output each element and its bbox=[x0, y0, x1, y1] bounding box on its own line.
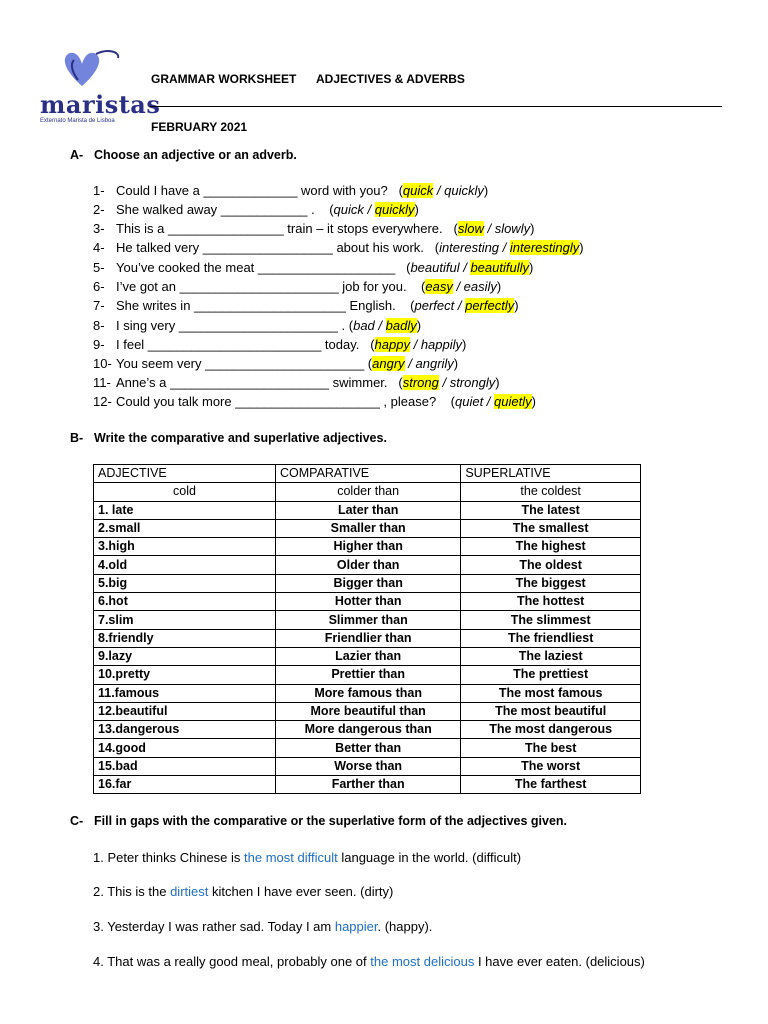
sentence-end: . (happy). bbox=[377, 919, 433, 934]
cell-adjective: 12.beautiful bbox=[94, 702, 276, 720]
item-number: 8- bbox=[93, 318, 105, 333]
cell-superlative: The most famous bbox=[461, 684, 641, 702]
option-separator: / bbox=[499, 240, 510, 255]
cell-adjective: 16.far bbox=[94, 776, 276, 794]
option-adverb: angrily bbox=[415, 356, 454, 371]
cell-adjective: 8.friendly bbox=[94, 629, 276, 647]
cell-adjective: 3.high bbox=[94, 538, 276, 556]
option-adverb: easily bbox=[463, 279, 497, 294]
exercise-a-item bbox=[93, 375, 500, 390]
cell-adjective: 1. late bbox=[94, 501, 276, 519]
table-row bbox=[94, 519, 641, 537]
item-close-paren: ) bbox=[496, 279, 502, 294]
sentence-end: kitchen I have ever seen. (dirty) bbox=[208, 884, 394, 899]
answer-text: happier bbox=[334, 919, 378, 934]
table-row bbox=[94, 666, 641, 684]
option-separator: / bbox=[452, 279, 464, 294]
table-row bbox=[94, 702, 641, 720]
adjective-table bbox=[93, 464, 641, 794]
section-c-instruction: Fill in gaps with the comparative or the superlative form of the adjectives given. bbox=[94, 814, 568, 828]
school-logo bbox=[34, 46, 161, 130]
cell-comparative: Older than bbox=[276, 556, 461, 574]
item-close-paren: ) bbox=[495, 375, 500, 390]
item-sentence: I sing very ______________________ . ( bbox=[116, 318, 354, 333]
sentence-end: I have ever eaten. (delicious) bbox=[474, 954, 645, 969]
table-row bbox=[94, 647, 641, 665]
exercise-c-item bbox=[93, 919, 432, 934]
section-b-instruction: Write the comparative and superlative adjectives. bbox=[94, 431, 387, 445]
option-separator: / bbox=[454, 298, 466, 313]
option-adverb: slowly bbox=[494, 221, 531, 236]
option-separator: / bbox=[483, 394, 495, 409]
cell-superlative: The highest bbox=[461, 538, 641, 556]
cell-comparative: Worse than bbox=[276, 757, 461, 775]
option-adverb: strongly bbox=[449, 375, 496, 390]
table-row bbox=[94, 501, 641, 519]
sentence-start: 1. Peter thinks Chinese is bbox=[93, 850, 245, 865]
item-sentence: Could you talk more ____________________ , please? ( bbox=[116, 394, 455, 409]
example-comparative: colder than bbox=[276, 483, 461, 501]
item-sentence: She writes in _____________________ English. ( bbox=[116, 298, 415, 313]
item-sentence: He talked very __________________ about his work. ( bbox=[116, 240, 440, 255]
option-separator: / bbox=[409, 337, 421, 352]
cell-comparative: Bigger than bbox=[276, 574, 461, 592]
table-row bbox=[94, 721, 641, 739]
cell-superlative: The oldest bbox=[461, 556, 641, 574]
option-adjective: perfect bbox=[414, 298, 455, 313]
cell-adjective: 13.dangerous bbox=[94, 721, 276, 739]
cell-adjective: 5.big bbox=[94, 574, 276, 592]
item-number: 1- bbox=[93, 183, 105, 198]
cell-comparative: Friendlier than bbox=[276, 629, 461, 647]
item-number: 5- bbox=[93, 260, 105, 275]
sentence-start: 2. This is the bbox=[93, 884, 171, 899]
item-close-paren: ) bbox=[531, 394, 536, 409]
item-sentence: I’ve got an ______________________ job for you. ( bbox=[116, 279, 426, 294]
exercise-c-item bbox=[93, 850, 521, 865]
table-row bbox=[94, 739, 641, 757]
item-number: 4- bbox=[93, 240, 105, 255]
option-adjective: slow bbox=[457, 221, 484, 236]
answer-text: the most delicious bbox=[370, 954, 475, 969]
exercise-a-item bbox=[93, 337, 466, 352]
logo-subtitle: Externato Marista de Lisboa bbox=[40, 118, 115, 124]
option-separator: / bbox=[483, 221, 495, 236]
cell-superlative: The hottest bbox=[461, 593, 641, 611]
option-adverb: quickly bbox=[444, 183, 484, 198]
cell-comparative: More beautiful than bbox=[276, 702, 461, 720]
table-row bbox=[94, 574, 641, 592]
option-adjective: quiet bbox=[454, 394, 484, 409]
exercise-a-item bbox=[93, 394, 536, 409]
cell-adjective: 15.bad bbox=[94, 757, 276, 775]
cell-adjective: 2.small bbox=[94, 519, 276, 537]
item-sentence: She walked away ____________ . ( bbox=[116, 202, 334, 217]
answer-text: the most difficult bbox=[244, 850, 338, 865]
exercise-a-item bbox=[93, 298, 519, 313]
item-number: 12- bbox=[93, 394, 112, 409]
item-close-paren: ) bbox=[416, 318, 422, 333]
section-c-heading bbox=[70, 814, 567, 828]
cell-comparative: Smaller than bbox=[276, 519, 461, 537]
example-adjective: cold bbox=[94, 483, 276, 501]
cell-comparative: More famous than bbox=[276, 684, 461, 702]
sentence-end: language in the world. (difficult) bbox=[337, 850, 522, 865]
item-close-paren: ) bbox=[462, 337, 467, 352]
item-close-paren: ) bbox=[514, 298, 519, 313]
option-adverb: beautifully bbox=[470, 260, 529, 275]
cell-superlative: The biggest bbox=[461, 574, 641, 592]
item-sentence: I feel ________________________ today. ( bbox=[116, 337, 375, 352]
table-row bbox=[94, 684, 641, 702]
table-row bbox=[94, 538, 641, 556]
option-adverb: quietly bbox=[494, 394, 532, 409]
cell-superlative: The most beautiful bbox=[461, 702, 641, 720]
option-adjective: angry bbox=[372, 356, 405, 371]
header-superlative: SUPERLATIVE bbox=[461, 465, 641, 483]
option-adverb: perfectly bbox=[465, 298, 515, 313]
cell-adjective: 4.old bbox=[94, 556, 276, 574]
item-number: 2- bbox=[93, 202, 105, 217]
cell-superlative: The best bbox=[461, 739, 641, 757]
table-header-row bbox=[94, 465, 641, 483]
cell-adjective: 7.slim bbox=[94, 611, 276, 629]
item-close-paren: ) bbox=[579, 240, 584, 255]
item-close-paren: ) bbox=[414, 202, 419, 217]
option-separator: / bbox=[374, 318, 386, 333]
item-number: 9- bbox=[93, 337, 105, 352]
option-adjective: bad bbox=[353, 318, 375, 333]
item-sentence: Anne’s a ______________________ swimmer. ( bbox=[116, 375, 403, 390]
exercise-c-item bbox=[93, 954, 645, 969]
exercise-c-item bbox=[93, 884, 393, 899]
option-separator: / bbox=[404, 356, 416, 371]
cell-comparative: Lazier than bbox=[276, 647, 461, 665]
item-sentence: Could I have a _____________ word with you? ( bbox=[116, 183, 403, 198]
option-separator: / bbox=[459, 260, 471, 275]
option-adverb: happily bbox=[420, 337, 463, 352]
cell-superlative: The worst bbox=[461, 757, 641, 775]
option-separator: / bbox=[363, 202, 375, 217]
item-number: 6- bbox=[93, 279, 105, 294]
option-adverb: quickly bbox=[374, 202, 415, 217]
section-a-label: A- bbox=[70, 148, 84, 162]
cell-superlative: The friendliest bbox=[461, 629, 641, 647]
cell-superlative: The most dangerous bbox=[461, 721, 641, 739]
section-a-instruction: Choose an adjective or an adverb. bbox=[94, 148, 297, 162]
option-adjective: interesting bbox=[439, 240, 500, 255]
header-comparative: COMPARATIVE bbox=[276, 465, 461, 483]
cell-superlative: The latest bbox=[461, 501, 641, 519]
exercise-a-item bbox=[93, 318, 421, 333]
option-adjective: happy bbox=[374, 337, 410, 352]
answer-text: dirtiest bbox=[170, 884, 209, 899]
item-sentence: You’ve cooked the meat ___________________ ( bbox=[116, 260, 411, 275]
item-number: 7- bbox=[93, 298, 105, 313]
item-close-paren: ) bbox=[483, 183, 489, 198]
table-row bbox=[94, 593, 641, 611]
cell-superlative: The smallest bbox=[461, 519, 641, 537]
exercise-a-item bbox=[93, 240, 584, 255]
cell-superlative: The prettiest bbox=[461, 666, 641, 684]
exercise-a-item bbox=[93, 279, 501, 294]
option-adjective: quick bbox=[402, 183, 434, 198]
exercise-a-item bbox=[93, 202, 419, 217]
worksheet-topic: ADJECTIVES & ADVERBS bbox=[316, 72, 465, 86]
cell-comparative: Later than bbox=[276, 501, 461, 519]
exercise-a-item bbox=[93, 260, 533, 275]
table-row bbox=[94, 611, 641, 629]
worksheet-title: GRAMMAR WORKSHEET bbox=[151, 72, 297, 86]
section-b-heading bbox=[70, 431, 387, 445]
item-number: 10- bbox=[93, 356, 112, 371]
section-c-label: C- bbox=[70, 814, 84, 828]
example-row bbox=[94, 483, 641, 501]
cell-superlative: The laziest bbox=[461, 647, 641, 665]
cell-comparative: Farther than bbox=[276, 776, 461, 794]
item-sentence: This is a ________________ train – it stops everywhere. ( bbox=[116, 221, 458, 236]
table-row bbox=[94, 757, 641, 775]
exercise-a-item bbox=[93, 183, 488, 198]
example-superlative: the coldest bbox=[461, 483, 641, 501]
cell-superlative: The slimmest bbox=[461, 611, 641, 629]
item-sentence: You seem very ______________________ ( bbox=[116, 356, 373, 371]
option-adjective: quick bbox=[333, 202, 364, 217]
item-close-paren: ) bbox=[530, 221, 535, 236]
cell-comparative: Better than bbox=[276, 739, 461, 757]
cell-comparative: Hotter than bbox=[276, 593, 461, 611]
option-adjective: strong bbox=[402, 375, 439, 390]
item-close-paren: ) bbox=[528, 260, 534, 275]
header-divider bbox=[150, 106, 722, 107]
section-b-label: B- bbox=[70, 431, 84, 445]
cell-comparative: Slimmer than bbox=[276, 611, 461, 629]
option-adjective: beautiful bbox=[410, 260, 460, 275]
cell-adjective: 10.pretty bbox=[94, 666, 276, 684]
header-adjective: ADJECTIVE bbox=[94, 465, 276, 483]
option-adverb: interestingly bbox=[509, 240, 580, 255]
exercise-a-item bbox=[93, 356, 458, 371]
item-close-paren: ) bbox=[453, 356, 459, 371]
cell-superlative: The farthest bbox=[461, 776, 641, 794]
option-separator: / bbox=[438, 375, 450, 390]
item-number: 11- bbox=[93, 375, 111, 390]
cell-comparative: Higher than bbox=[276, 538, 461, 556]
cell-adjective: 11.famous bbox=[94, 684, 276, 702]
cell-adjective: 9.lazy bbox=[94, 647, 276, 665]
table-row bbox=[94, 556, 641, 574]
sentence-start: 4. That was a really good meal, probably one of bbox=[93, 954, 371, 969]
logo-wordmark: maristas bbox=[40, 90, 161, 119]
option-adverb: badly bbox=[385, 318, 417, 333]
worksheet-date: FEBRUARY 2021 bbox=[151, 120, 248, 134]
sentence-start: 3. Yesterday I was rather sad. Today I am bbox=[93, 919, 335, 934]
table-row bbox=[94, 776, 641, 794]
cell-adjective: 6.hot bbox=[94, 593, 276, 611]
cell-adjective: 14.good bbox=[94, 739, 276, 757]
exercise-a-item bbox=[93, 221, 534, 236]
cell-comparative: Prettier than bbox=[276, 666, 461, 684]
table-row bbox=[94, 629, 641, 647]
option-separator: / bbox=[433, 183, 445, 198]
cell-comparative: More dangerous than bbox=[276, 721, 461, 739]
section-a-heading bbox=[70, 148, 297, 162]
item-number: 3- bbox=[93, 221, 105, 236]
option-adjective: easy bbox=[425, 279, 453, 294]
